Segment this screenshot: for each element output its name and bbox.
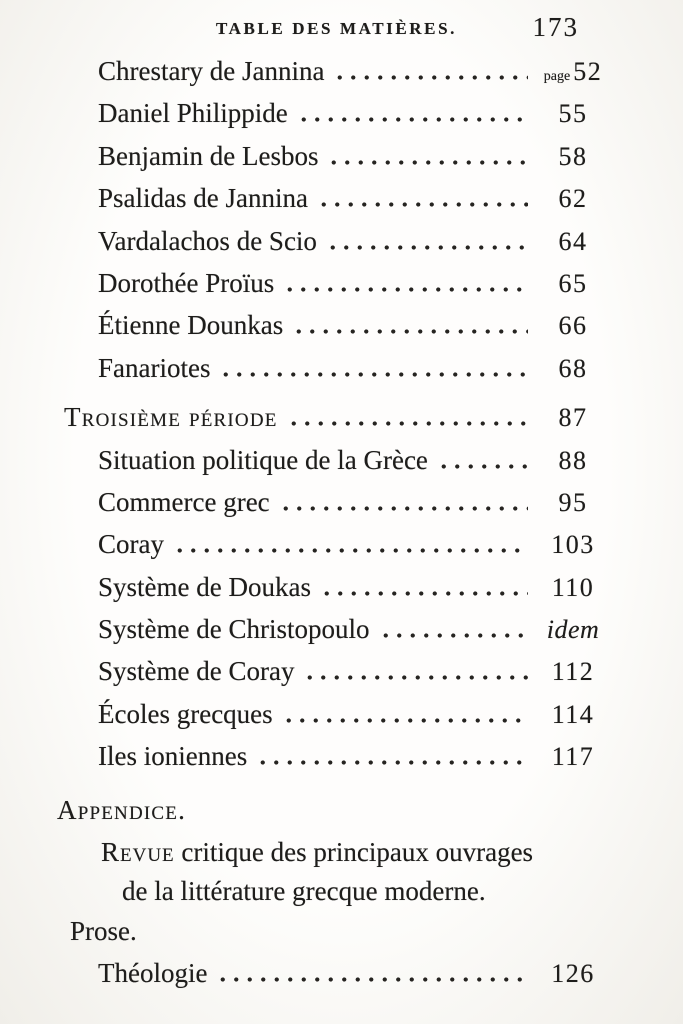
toc-entry-page: 65: [558, 268, 588, 298]
toc-entry-label: Psalidas de Jannina: [98, 183, 308, 214]
toc-entry-page: 87: [558, 403, 588, 433]
toc-entry-page: 58: [558, 141, 588, 171]
folio-number: 173: [532, 12, 579, 42]
dot-leader: [287, 421, 528, 426]
toc-entry-label: Étienne Dounkas: [98, 310, 284, 341]
toc-entry: [0, 92, 683, 134]
toc-entry-label: Fanariotes: [98, 352, 211, 383]
dot-leader: [173, 548, 528, 553]
toc-entry-label: Commerce grec: [98, 486, 270, 517]
toc-entry-page: 112: [551, 657, 595, 687]
appendix-section: [0, 788, 683, 994]
prose-heading: Prose.: [70, 916, 137, 946]
toc-entry-page: 114: [551, 699, 595, 729]
toc-entry: [0, 439, 683, 481]
dot-leader: [283, 287, 528, 292]
toc-entry-label: Dorothée Proïus: [98, 267, 275, 298]
appendix-heading: Appendice.: [57, 795, 187, 825]
toc-entry-page: 66: [558, 311, 588, 341]
appendix-revue-line1: [0, 832, 683, 872]
toc-entry-label: Iles ioniennes: [98, 741, 248, 772]
toc-entry-page: 68: [558, 353, 588, 383]
toc-entry-page: 117: [551, 742, 595, 772]
toc-entry-page-idem: idem: [546, 615, 600, 645]
toc-entry-page: 88: [558, 445, 588, 475]
toc-entry-label: Théologie: [98, 958, 208, 988]
toc-entry: [0, 177, 683, 219]
toc-entry-label: Situation politique de la Grèce: [98, 444, 428, 475]
toc-entry: [0, 135, 683, 177]
toc-entry-label: Vardalachos de Scio: [98, 225, 317, 256]
toc-entry-page: 126: [551, 959, 595, 988]
toc-entry: [0, 523, 683, 565]
dot-leader: [327, 160, 528, 165]
toc-entry: [0, 50, 683, 92]
appendix-revue-line2: de la littérature grecque moderne.: [122, 876, 486, 906]
revue-rest-text: critique des principaux ouvrages: [174, 837, 534, 867]
toc-entry-page: 64: [558, 226, 588, 256]
dot-leader: [437, 464, 528, 469]
toc-entry-page: 62: [558, 184, 588, 214]
toc-entry-label: Daniel Philippide: [98, 98, 288, 129]
toc-entry-page: 103: [551, 530, 595, 560]
toc-entry: [0, 347, 683, 389]
toc-entry-page: [535, 51, 611, 98]
toc-entry-label: Coray: [98, 529, 164, 560]
page-number: 52: [573, 57, 603, 86]
table-of-contents: [0, 50, 683, 778]
toc-entry-label: Chrestary de Jannina: [98, 56, 325, 86]
toc-entry-label: Écoles grecques: [98, 698, 273, 729]
dot-leader: [216, 977, 528, 982]
toc-entry: [0, 952, 683, 994]
dot-leader: [317, 202, 528, 207]
toc-entry-label: Troisième période: [64, 402, 278, 433]
toc-entry: [0, 735, 683, 777]
dot-leader: [297, 117, 528, 122]
dot-leader: [333, 75, 528, 80]
dot-leader: [303, 675, 528, 680]
toc-entry: [0, 650, 683, 692]
toc-entry-label: Système de Christopoulo: [98, 614, 370, 645]
toc-entry: [0, 608, 683, 650]
running-head: [0, 12, 683, 46]
dot-leader: [326, 245, 528, 250]
dot-leader: [256, 760, 528, 765]
toc-entry: [0, 481, 683, 523]
toc-entry-label: Benjamin de Lesbos: [98, 140, 319, 171]
page-word: page: [543, 69, 571, 84]
revue-lead-word: Revue: [101, 837, 175, 867]
dot-leader: [320, 591, 528, 596]
page-title: TABLE DES MATIÈRES.: [216, 19, 458, 38]
toc-entry-page: 95: [558, 487, 588, 517]
toc-entry: [0, 566, 683, 608]
dot-leader: [292, 329, 528, 334]
toc-entry: [0, 693, 683, 735]
dot-leader: [279, 506, 528, 511]
dot-leader: [219, 372, 528, 377]
toc-entry: [0, 304, 683, 346]
toc-entry-page: 110: [551, 572, 595, 602]
toc-entry: [0, 220, 683, 262]
toc-entry: [0, 262, 683, 304]
toc-entry-label: Système de Coray: [98, 656, 295, 687]
dot-leader: [379, 633, 529, 638]
dot-leader: [282, 718, 528, 723]
toc-section-heading: [0, 396, 683, 438]
toc-entry-page: 55: [558, 99, 588, 129]
toc-entry-label: Système de Doukas: [98, 571, 311, 602]
